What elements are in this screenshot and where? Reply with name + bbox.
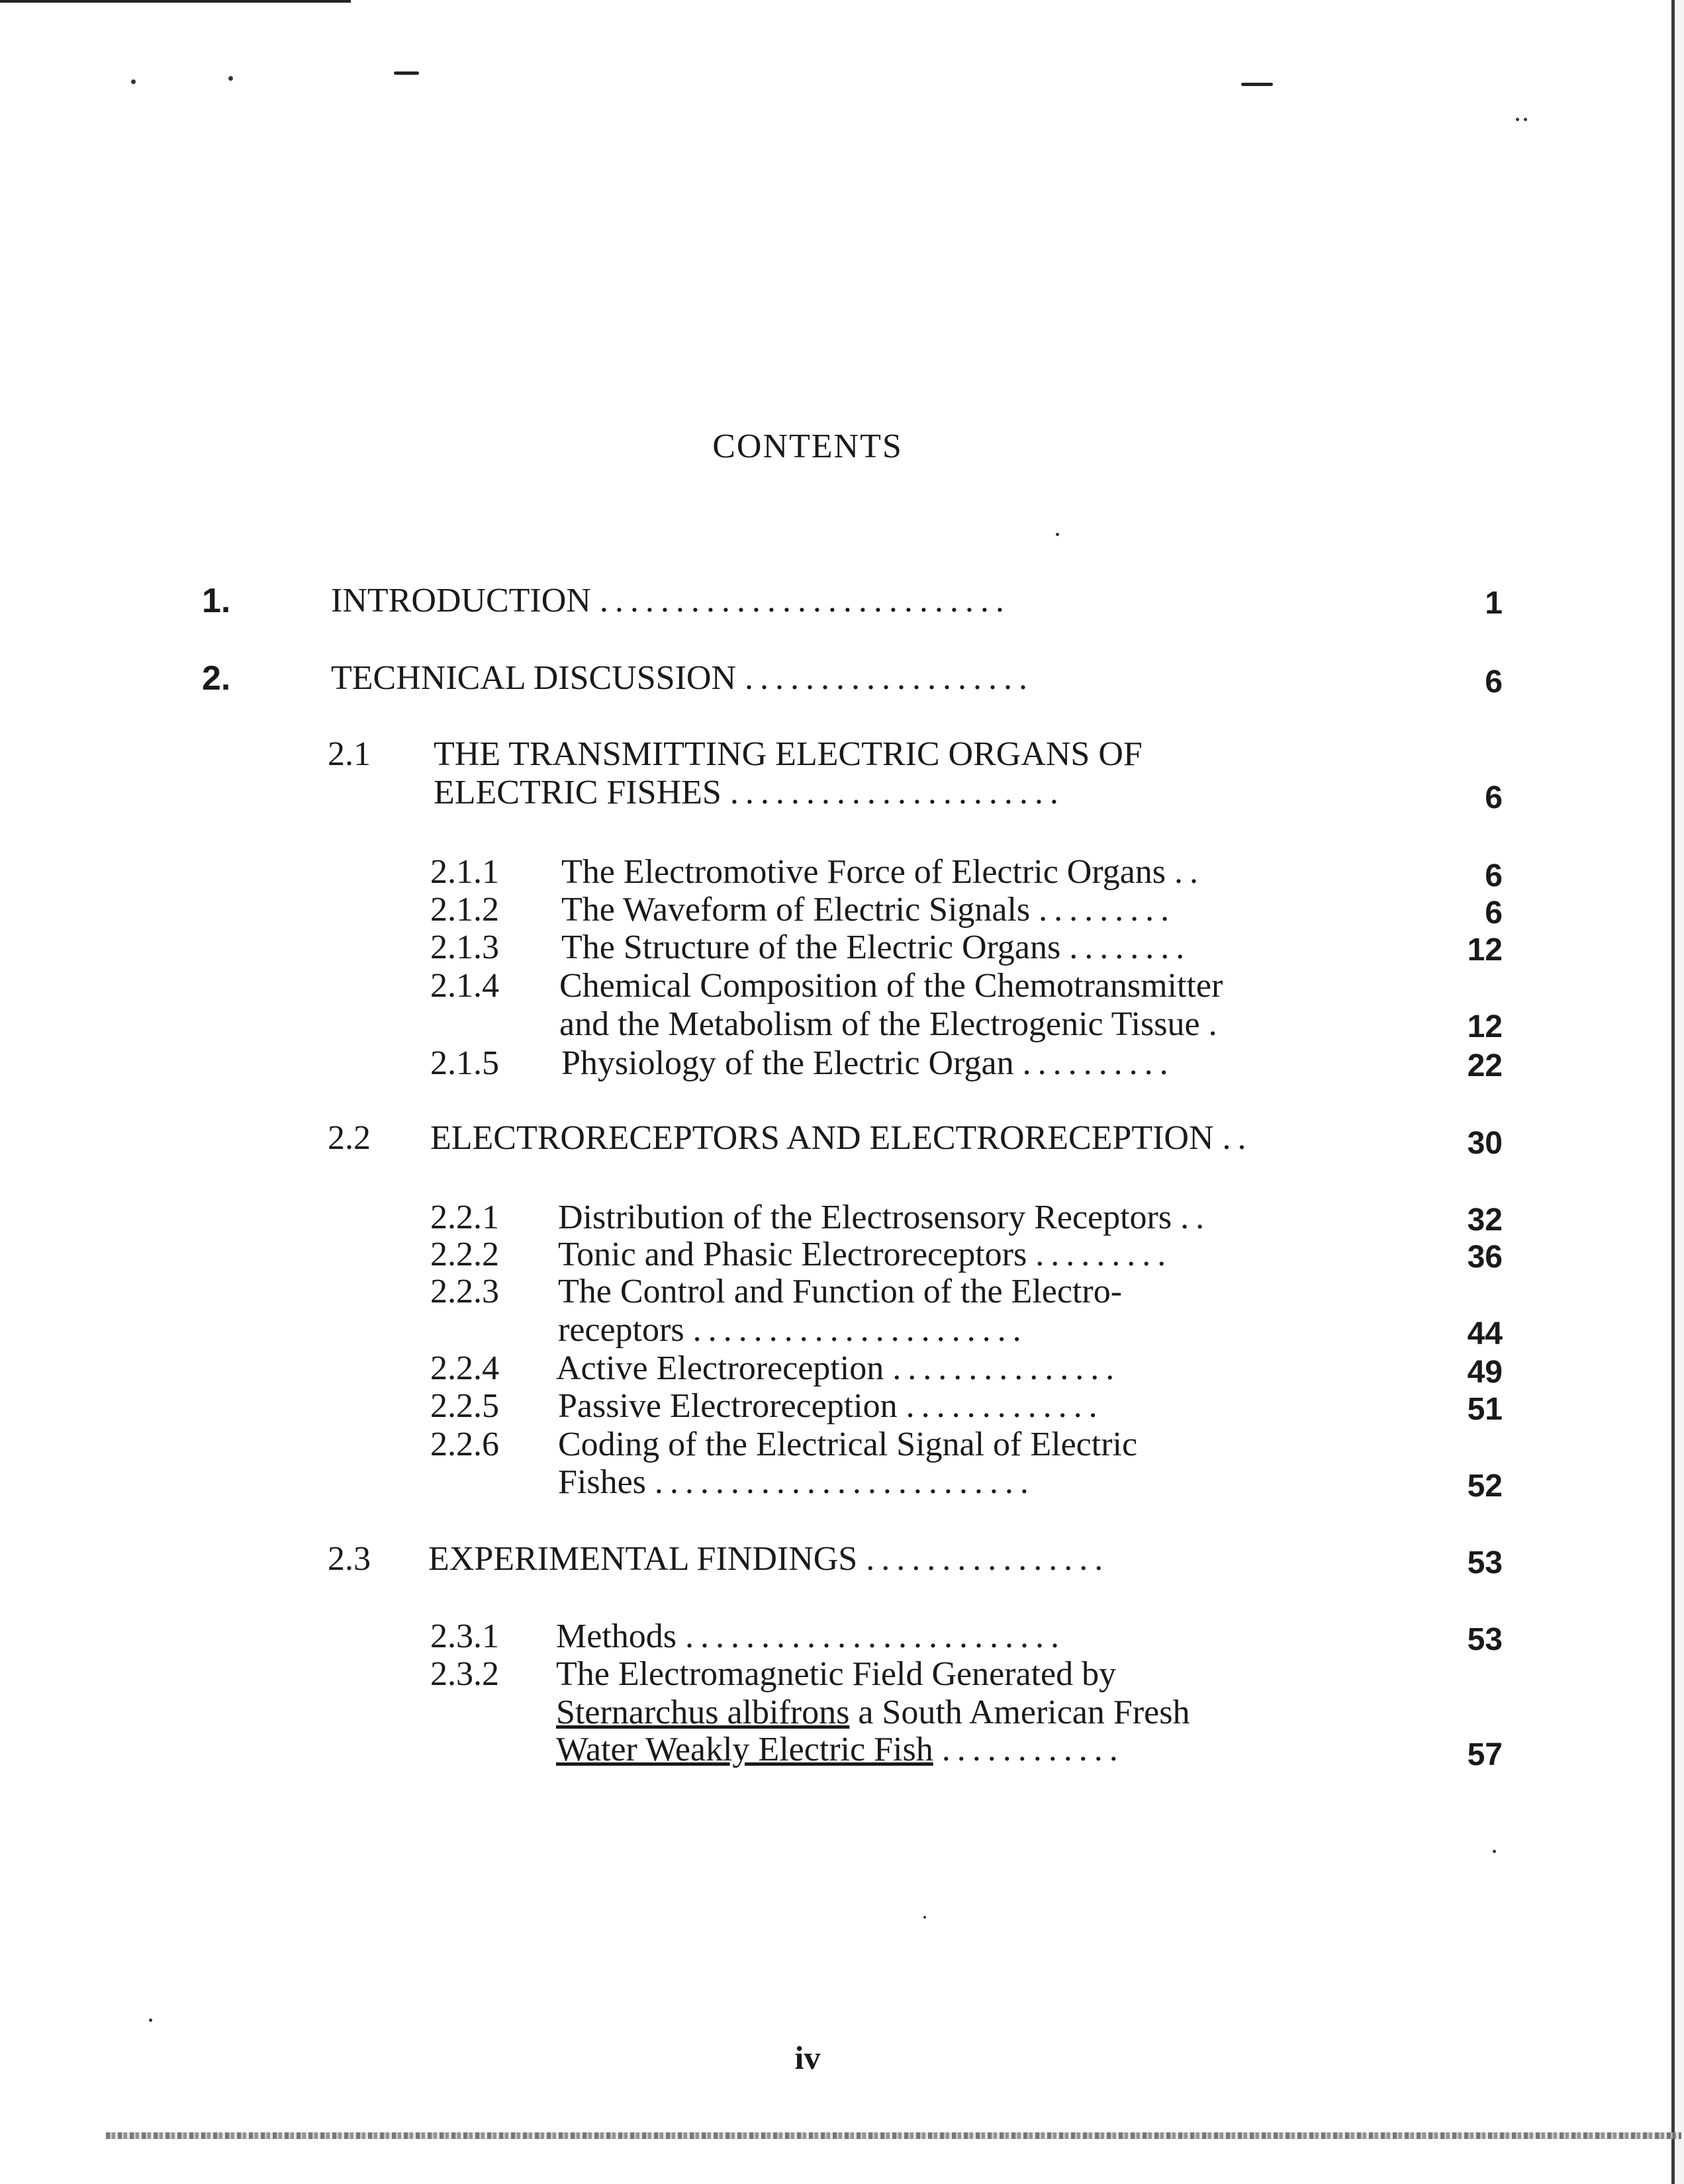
scan-speck xyxy=(149,2019,152,2022)
toc-label: Chemical Composition of the Chemotransmitter xyxy=(559,967,1223,1005)
toc-page-number: 44 xyxy=(1467,1316,1503,1351)
toc-entry-introduction[interactable] xyxy=(331,581,1011,621)
toc-number: 2.1.5 xyxy=(430,1044,499,1082)
toc-entry-technical-discussion[interactable] xyxy=(331,659,1034,698)
toc-entry-2-3-1[interactable] xyxy=(556,1617,1066,1657)
toc-entry-2-2-6-cont[interactable] xyxy=(558,1463,1035,1502)
toc-page-number: 12 xyxy=(1467,1009,1503,1044)
toc-label: Distribution of the Electrosensory Receptors xyxy=(558,1199,1172,1236)
toc-entry-2-2-3-cont[interactable] xyxy=(558,1310,1028,1350)
toc-label: Tonic and Phasic Electroreceptors xyxy=(558,1236,1027,1273)
toc-leader-dots: ...................... xyxy=(692,1311,1028,1349)
toc-label: Physiology of the Electric Organ xyxy=(561,1044,1014,1082)
toc-entry-2-1-2[interactable] xyxy=(561,890,1176,930)
toc-leader-dots: ........ xyxy=(1069,929,1192,966)
toc-label: Water Weakly Electric Fish xyxy=(556,1731,933,1768)
toc-leader-dots: . xyxy=(1208,1005,1224,1043)
toc-label: The Structure of the Electric Organs xyxy=(561,929,1061,966)
toc-page-number: 22 xyxy=(1467,1048,1503,1083)
toc-entry-2-1[interactable] xyxy=(434,735,1143,774)
toc-number: 2.3.2 xyxy=(430,1655,499,1693)
toc-entry-2-2-2[interactable] xyxy=(558,1235,1172,1275)
toc-number: 2.2.5 xyxy=(430,1387,499,1425)
toc-label: Passive Electroreception xyxy=(558,1387,898,1425)
toc-label: ELECTRORECEPTORS AND ELECTRORECEPTION xyxy=(430,1119,1214,1157)
toc-number: 2.2.4 xyxy=(430,1349,499,1387)
toc-number: 2.2.6 xyxy=(430,1426,499,1463)
toc-entry-2-3-2-cont2[interactable] xyxy=(556,1730,1125,1770)
toc-label: Coding of the Electrical Signal of Electric xyxy=(558,1426,1138,1463)
toc-leader-dots: .. xyxy=(1174,853,1205,891)
toc-page-number: 51 xyxy=(1467,1392,1503,1427)
toc-label: Methods xyxy=(556,1617,677,1655)
toc-label: EXPERIMENTAL FINDINGS xyxy=(428,1540,858,1578)
toc-entry-2-1-1[interactable] xyxy=(561,852,1205,892)
toc-entry-2-2-3[interactable] xyxy=(558,1272,1122,1312)
toc-page-number: 6 xyxy=(1485,858,1503,893)
toc-page-number: 53 xyxy=(1467,1545,1503,1580)
toc-page-number: 49 xyxy=(1467,1355,1503,1390)
toc-leader-dots: ........................... xyxy=(599,582,1011,619)
scan-speck xyxy=(1524,118,1527,121)
toc-page-number: 32 xyxy=(1467,1203,1503,1238)
toc-leader-dots: .. xyxy=(1180,1199,1211,1236)
toc-entry-2-3-2-cont[interactable] xyxy=(556,1693,1190,1733)
scan-mark xyxy=(1241,83,1273,86)
toc-entry-2-1-5[interactable] xyxy=(561,1044,1175,1083)
toc-leader-dots: .. xyxy=(1222,1119,1253,1157)
toc-number: 2.2 xyxy=(328,1119,371,1157)
toc-leader-dots: .......... xyxy=(1022,1044,1175,1082)
toc-label: The Waveform of Electric Signals xyxy=(561,891,1031,929)
scan-speck xyxy=(923,1916,926,1919)
toc-label: Fishes xyxy=(558,1463,646,1501)
toc-page-number: 53 xyxy=(1467,1622,1503,1657)
toc-entry-2-1-3[interactable] xyxy=(561,928,1191,968)
page-title: CONTENTS xyxy=(712,428,903,465)
toc-number: 2.1.4 xyxy=(430,967,499,1005)
scan-speck xyxy=(1493,1850,1496,1853)
toc-leader-dots: ................ xyxy=(866,1540,1110,1578)
toc-number: 1. xyxy=(202,582,231,620)
toc-label: The Electromagnetic Field Generated by xyxy=(556,1655,1117,1693)
toc-page-number: 6 xyxy=(1485,895,1503,931)
toc-number: 2.2.1 xyxy=(430,1199,499,1236)
toc-label: and the Metabolism of the Electrogenic Tissue xyxy=(559,1005,1200,1043)
toc-leader-dots: ............ xyxy=(941,1731,1125,1768)
toc-page-number: 36 xyxy=(1467,1240,1503,1275)
toc-leader-dots: ......... xyxy=(1039,891,1176,929)
toc-page-number: 57 xyxy=(1467,1737,1503,1772)
toc-label: Active Electroreception xyxy=(556,1349,884,1387)
toc-entry-2-3[interactable] xyxy=(428,1539,1109,1579)
scan-speck xyxy=(1516,118,1519,121)
toc-page-number: 30 xyxy=(1467,1126,1503,1161)
toc-number: 2.3.1 xyxy=(430,1617,499,1655)
toc-page-number: 1 xyxy=(1485,586,1503,621)
toc-label: THE TRANSMITTING ELECTRIC ORGANS OF xyxy=(434,735,1143,773)
toc-number: 2.1.1 xyxy=(430,853,499,891)
scan-bottom-edge xyxy=(106,2132,1681,2139)
toc-entry-2-2[interactable] xyxy=(430,1118,1253,1158)
toc-entry-2-2-6[interactable] xyxy=(558,1425,1137,1465)
page-edge-shadow xyxy=(1675,0,1684,2184)
toc-entry-2-1-4-cont[interactable] xyxy=(559,1005,1224,1044)
toc-number: 2.2.2 xyxy=(430,1236,499,1273)
scan-mark xyxy=(394,71,419,75)
toc-leader-dots: ...................... xyxy=(729,774,1065,811)
toc-leader-dots: ............... xyxy=(892,1349,1121,1387)
toc-entry-2-2-1[interactable] xyxy=(558,1198,1211,1238)
toc-leader-dots: ............. xyxy=(906,1387,1104,1425)
toc-page-number: 6 xyxy=(1485,664,1503,700)
scan-speck xyxy=(131,79,136,84)
toc-entry-2-2-4[interactable] xyxy=(556,1349,1121,1388)
toc-number: 2.2.3 xyxy=(430,1273,499,1310)
toc-number: 2.1.2 xyxy=(430,891,499,929)
toc-page-number: 12 xyxy=(1467,933,1503,968)
toc-leader-dots: ......... xyxy=(1035,1236,1173,1273)
toc-number: 2.1.3 xyxy=(430,929,499,966)
toc-label: TECHNICAL DISCUSSION xyxy=(331,659,736,697)
toc-leader-dots: ......................... xyxy=(685,1617,1066,1655)
toc-number: 2. xyxy=(202,659,231,698)
toc-label: a South American Fresh xyxy=(849,1694,1190,1731)
toc-leader-dots: ................... xyxy=(745,659,1034,697)
scan-speck xyxy=(1056,533,1059,536)
toc-label: The Electromotive Force of Electric Organs xyxy=(561,853,1166,891)
top-rule xyxy=(0,0,351,3)
toc-page-number: 52 xyxy=(1467,1469,1503,1504)
toc-label: ELECTRIC FISHES xyxy=(434,774,722,811)
species-name: Sternarchus albifrons xyxy=(556,1694,850,1731)
toc-label: receptors xyxy=(558,1311,684,1349)
toc-entry-2-2-5[interactable] xyxy=(558,1387,1104,1426)
page-edge-line xyxy=(1671,0,1675,2184)
toc-entry-2-3-2[interactable] xyxy=(556,1655,1116,1694)
toc-number: 2.3 xyxy=(328,1540,371,1578)
toc-number: 2.1 xyxy=(328,735,371,773)
toc-label: The Control and Function of the Electro- xyxy=(558,1273,1123,1310)
toc-page-number: 6 xyxy=(1485,780,1503,815)
toc-label: INTRODUCTION xyxy=(331,582,591,619)
toc-entry-2-1-4[interactable] xyxy=(559,966,1223,1006)
scan-speck xyxy=(228,76,233,81)
toc-leader-dots: ......................... xyxy=(654,1463,1035,1501)
page-footer-number: iv xyxy=(794,2039,821,2076)
toc-entry-2-1-cont[interactable] xyxy=(434,773,1065,813)
